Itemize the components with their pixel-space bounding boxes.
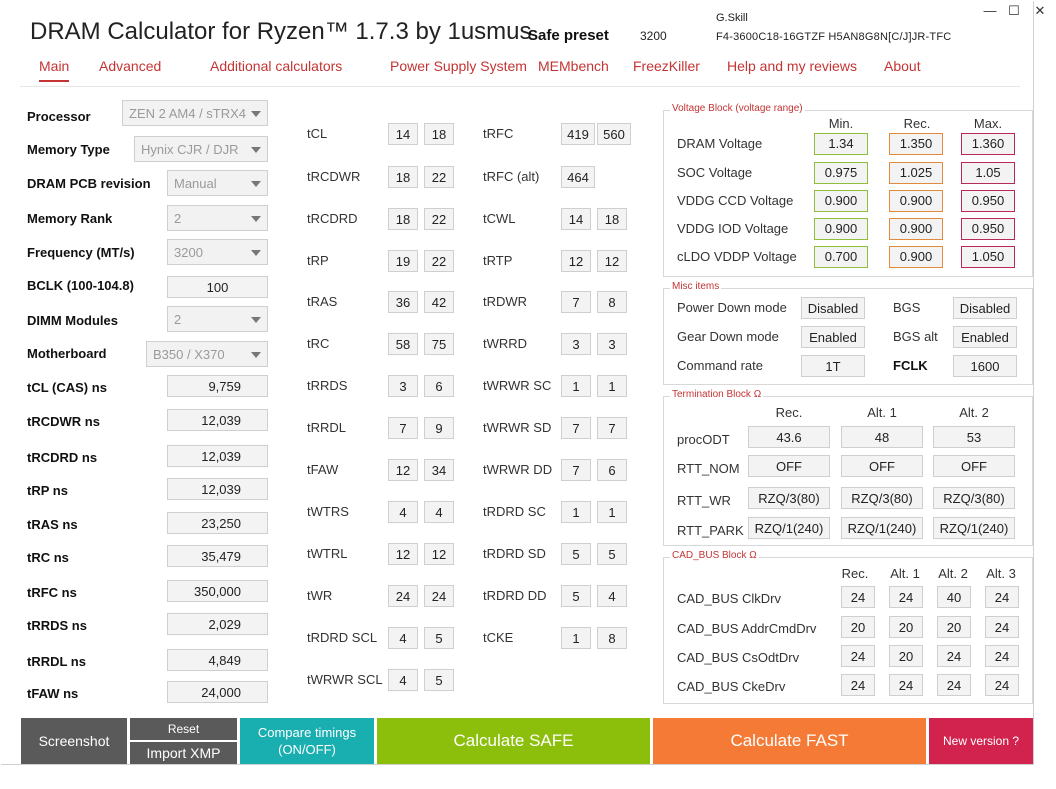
timing-value-a[interactable]: 1 <box>561 627 591 649</box>
chevron-down-icon <box>251 250 261 256</box>
ns-value[interactable]: 12,039 <box>167 445 268 467</box>
screenshot-button[interactable]: Screenshot <box>21 718 127 764</box>
voltage-rec[interactable]: 0.900 <box>889 218 943 240</box>
bgs-value[interactable]: Disabled <box>953 297 1017 319</box>
timing-value-b[interactable]: 8 <box>597 291 627 313</box>
timing-label: tRCDRD <box>307 211 358 226</box>
preset-value: 3200 <box>640 29 667 43</box>
chevron-down-icon <box>251 317 261 323</box>
tab-membench[interactable]: MEMbench <box>538 58 609 74</box>
timing-label: tRTP <box>483 253 513 268</box>
termination-value[interactable]: OFF <box>748 455 830 477</box>
calculate-safe-button[interactable]: Calculate SAFE <box>377 718 650 764</box>
voltage-min[interactable]: 0.900 <box>814 218 868 240</box>
ns-label: tFAW ns <box>27 686 79 701</box>
termination-value[interactable]: RZQ/1(240) <box>841 517 923 539</box>
voltage-max[interactable]: 1.05 <box>961 162 1015 184</box>
timing-value-b[interactable]: 6 <box>424 375 454 397</box>
import-xmp-button[interactable]: Import XMP <box>130 742 237 764</box>
voltage-header-rec: Rec. <box>903 116 931 131</box>
cadbus-value[interactable]: 24 <box>889 674 923 696</box>
chevron-down-icon <box>251 147 261 153</box>
timing-label: tWTRL <box>307 546 348 561</box>
cadbus-value[interactable]: 24 <box>841 674 875 696</box>
dimm-modules-select[interactable]: 2 <box>167 306 268 332</box>
timing-label: tRFC (alt) <box>483 169 540 184</box>
memory-type-select[interactable]: Hynix CJR / DJR <box>134 136 268 162</box>
termination-value[interactable]: OFF <box>841 455 923 477</box>
command-rate-label: Command rate <box>677 358 763 373</box>
ns-value[interactable]: 4,849 <box>167 649 268 671</box>
timing-value-b[interactable]: 560 <box>597 123 631 145</box>
termination-value[interactable]: RZQ/3(80) <box>841 487 923 509</box>
termination-label: RTT_WR <box>677 493 731 508</box>
fclk-label: FCLK <box>893 358 928 373</box>
voltage-label: VDDG CCD Voltage <box>677 193 794 208</box>
minimize-icon[interactable]: — <box>983 3 997 18</box>
timing-value-a[interactable]: 36 <box>388 291 418 313</box>
voltage-block-title: Voltage Block (voltage range) <box>672 103 803 114</box>
timing-value-b[interactable]: 9 <box>424 417 454 439</box>
cadbus-value[interactable]: 20 <box>841 616 875 638</box>
processor-select[interactable]: ZEN 2 AM4 / sTRX4 <box>122 100 268 126</box>
timing-value-a[interactable]: 12 <box>388 459 418 481</box>
gear-down-value[interactable]: Enabled <box>801 326 865 348</box>
tab-advanced[interactable]: Advanced <box>99 58 162 74</box>
termination-header-alt2: Alt. 2 <box>959 405 989 420</box>
chevron-down-icon <box>251 111 261 117</box>
nav-divider <box>20 86 1020 87</box>
fclk-value[interactable]: 1600 <box>953 355 1017 377</box>
timing-value-a[interactable]: 12 <box>388 543 418 565</box>
timing-label: tRDRD SCL <box>307 630 378 645</box>
voltage-min[interactable]: 1.34 <box>814 133 868 155</box>
timing-value-b[interactable]: 75 <box>424 333 454 355</box>
voltage-header-min: Min. <box>828 116 854 131</box>
processor-label: Processor <box>27 109 91 124</box>
ns-label: tRC ns <box>27 550 69 565</box>
timing-label: tRDRD SD <box>483 546 546 561</box>
ns-label: tRFC ns <box>27 585 77 600</box>
tab-additional-calculators[interactable]: Additional calculators <box>210 58 343 74</box>
termination-value[interactable]: RZQ/3(80) <box>933 487 1015 509</box>
cadbus-header-alt2: Alt. 2 <box>938 566 968 581</box>
cadbus-value[interactable]: 24 <box>937 674 971 696</box>
cadbus-value[interactable]: 24 <box>985 645 1019 667</box>
timing-value-b[interactable]: 5 <box>424 627 454 649</box>
misc-block-title: Misc items <box>672 281 720 292</box>
memory-part-number: F4-3600C18-16GTZF H5AN8G8N[C/J]JR-TFC <box>716 31 952 43</box>
timing-label: tFAW <box>307 462 339 477</box>
timing-label: tWRWR SD <box>483 420 552 435</box>
timing-value-a[interactable]: 24 <box>388 585 418 607</box>
maximize-icon[interactable]: ☐ <box>1008 3 1020 18</box>
ns-value[interactable]: 23,250 <box>167 512 268 534</box>
reset-button[interactable]: Reset <box>130 718 237 740</box>
bclk-input[interactable]: 100 <box>167 276 268 298</box>
memory-type-label: Memory Type <box>27 142 110 157</box>
timing-value-b[interactable]: 42 <box>424 291 454 313</box>
timing-label: tRRDL <box>307 420 347 435</box>
dimm-modules-label: DIMM Modules <box>27 313 118 328</box>
timing-value-a[interactable]: 1 <box>561 375 591 397</box>
voltage-header-max: Max. <box>973 116 1003 131</box>
frequency-select[interactable]: 3200 <box>167 239 268 265</box>
ns-label: tRP ns <box>27 483 68 498</box>
timing-value-a[interactable]: 7 <box>561 459 591 481</box>
termination-value[interactable]: 48 <box>841 426 923 448</box>
timing-value-a[interactable]: 5 <box>561 543 591 565</box>
ns-value[interactable]: 12,039 <box>167 409 268 431</box>
timing-value-a[interactable]: 19 <box>388 250 418 272</box>
ns-label: tRCDWR ns <box>27 414 100 429</box>
tab-help-reviews[interactable]: Help and my reviews <box>727 58 857 74</box>
timing-value-a[interactable]: 3 <box>561 333 591 355</box>
chevron-down-icon <box>251 352 261 358</box>
timing-label: tWRWR SCL <box>307 672 383 687</box>
timing-value-b[interactable]: 18 <box>597 208 627 230</box>
cadbus-value[interactable]: 24 <box>841 586 875 608</box>
cadbus-value[interactable]: 24 <box>985 674 1019 696</box>
timing-value-a[interactable]: 18 <box>388 208 418 230</box>
cadbus-value[interactable]: 20 <box>889 616 923 638</box>
tab-main[interactable]: Main <box>39 58 69 82</box>
timing-value-a[interactable]: 4 <box>388 669 418 691</box>
timing-label: tWRWR SC <box>483 378 552 393</box>
gear-down-label: Gear Down mode <box>677 329 779 344</box>
timing-value-a[interactable]: 419 <box>561 123 595 145</box>
app-title: DRAM Calculator for Ryzen™ 1.7.3 by 1usmus <box>30 18 532 45</box>
voltage-max[interactable]: 0.950 <box>961 218 1015 240</box>
timing-value-a[interactable]: 12 <box>561 250 591 272</box>
chevron-down-icon <box>251 181 261 187</box>
termination-block-title: Termination Block Ω <box>672 389 762 400</box>
cadbus-value[interactable]: 24 <box>937 645 971 667</box>
chevron-down-icon <box>251 216 261 222</box>
voltage-label: VDDG IOD Voltage <box>677 221 789 236</box>
cadbus-label: CAD_BUS AddrCmdDrv <box>677 621 817 636</box>
timing-value-a[interactable]: 14 <box>388 123 418 145</box>
ns-label: tRCDRD ns <box>27 450 98 465</box>
timing-value-a[interactable]: 464 <box>561 166 595 188</box>
timing-value-b[interactable]: 18 <box>424 123 454 145</box>
timing-value-b[interactable]: 12 <box>424 543 454 565</box>
cadbus-header-alt3: Alt. 3 <box>986 566 1016 581</box>
bgs-label: BGS <box>893 300 921 315</box>
timing-value-b[interactable]: 22 <box>424 250 454 272</box>
termination-value[interactable]: RZQ/1(240) <box>933 517 1015 539</box>
preset-label: Safe preset <box>528 27 609 44</box>
timing-value-a[interactable]: 18 <box>388 166 418 188</box>
termination-value[interactable]: 43.6 <box>748 426 830 448</box>
termination-label: RTT_PARK <box>677 523 744 538</box>
timing-label: tWRRD <box>483 336 528 351</box>
timing-value-b[interactable]: 4 <box>424 501 454 523</box>
timing-value-b[interactable]: 6 <box>597 459 627 481</box>
cadbus-label: CAD_BUS CsOdtDrv <box>677 650 800 665</box>
timing-label: tRP <box>307 253 329 268</box>
timing-label: tWRWR DD <box>483 462 553 477</box>
ns-value[interactable]: 2,029 <box>167 613 268 635</box>
pcb-revision-label: DRAM PCB revision <box>27 176 151 191</box>
new-version-button[interactable]: New version ? <box>929 718 1033 764</box>
motherboard-select[interactable]: B350 / X370 <box>146 341 268 367</box>
pcb-revision-select[interactable]: Manual <box>167 170 268 196</box>
timing-value-b[interactable]: 8 <box>597 627 627 649</box>
timing-label: tRDRD DD <box>483 588 547 603</box>
timing-label: tWTRS <box>307 504 349 519</box>
close-icon[interactable]: ✕ <box>1034 3 1046 18</box>
memory-rank-select[interactable]: 2 <box>167 205 268 231</box>
bgs-alt-value[interactable]: Enabled <box>953 326 1017 348</box>
cadbus-value[interactable]: 20 <box>937 616 971 638</box>
timing-label: tWR <box>307 588 333 603</box>
timing-value-b[interactable]: 34 <box>424 459 454 481</box>
ns-label: tRAS ns <box>27 517 78 532</box>
ns-value[interactable]: 24,000 <box>167 681 268 703</box>
timing-label: tRC <box>307 336 330 351</box>
compare-timings-button[interactable] <box>240 718 374 764</box>
timing-value-a[interactable]: 1 <box>561 501 591 523</box>
timing-label: tRAS <box>307 294 338 309</box>
compare-timings-toggle-label: (ON/OFF) <box>278 742 336 757</box>
timing-value-b[interactable]: 24 <box>424 585 454 607</box>
ns-value[interactable]: 12,039 <box>167 478 268 500</box>
ns-label: tRRDL ns <box>27 654 86 669</box>
ns-value[interactable]: 350,000 <box>167 580 268 602</box>
memory-rank-label: Memory Rank <box>27 211 113 226</box>
termination-value[interactable]: RZQ/3(80) <box>748 487 830 509</box>
voltage-rec[interactable]: 1.025 <box>889 162 943 184</box>
voltage-rec[interactable]: 0.900 <box>889 246 943 268</box>
timing-value-a[interactable]: 4 <box>388 501 418 523</box>
timing-value-b[interactable]: 3 <box>597 333 627 355</box>
cadbus-value[interactable]: 24 <box>985 616 1019 638</box>
voltage-max[interactable]: 0.950 <box>961 190 1015 212</box>
voltage-min[interactable]: 0.900 <box>814 190 868 212</box>
tab-about[interactable]: About <box>884 58 921 74</box>
cadbus-block-title: CAD_BUS Block Ω <box>672 550 757 561</box>
timing-value-a[interactable]: 4 <box>388 627 418 649</box>
power-down-value[interactable]: Disabled <box>801 297 865 319</box>
termination-label: procODT <box>677 432 730 447</box>
cadbus-header-alt1: Alt. 1 <box>890 566 920 581</box>
voltage-label: DRAM Voltage <box>677 136 763 151</box>
ns-label: tCL (CAS) ns <box>27 380 107 395</box>
voltage-min[interactable]: 0.975 <box>814 162 868 184</box>
timing-value-a[interactable]: 58 <box>388 333 418 355</box>
compare-timings-label: Compare timings <box>257 725 357 740</box>
cadbus-header-rec: Rec. <box>841 566 869 581</box>
timing-value-b[interactable]: 7 <box>597 417 627 439</box>
timing-value-a[interactable]: 7 <box>561 291 591 313</box>
bgs-alt-label: BGS alt <box>893 329 938 344</box>
ns-value[interactable]: 9,759 <box>167 375 268 397</box>
power-down-label: Power Down mode <box>677 300 787 315</box>
tab-freezkiller[interactable]: FreezKiller <box>633 58 700 74</box>
memory-brand: G.Skill <box>716 12 748 24</box>
bclk-label: BCLK (100-104.8) <box>27 278 134 293</box>
frequency-label: Frequency (MT/s) <box>27 245 135 260</box>
timing-label: tRRDS <box>307 378 348 393</box>
cadbus-value[interactable]: 20 <box>889 645 923 667</box>
timing-label: tRDRD SC <box>483 504 546 519</box>
cadbus-value[interactable]: 24 <box>985 586 1019 608</box>
voltage-label: SOC Voltage <box>677 165 753 180</box>
motherboard-label: Motherboard <box>27 346 107 361</box>
timing-value-b[interactable]: 5 <box>597 543 627 565</box>
timing-value-a[interactable]: 7 <box>561 417 591 439</box>
timing-label: tCKE <box>483 630 514 645</box>
termination-header-alt1: Alt. 1 <box>867 405 897 420</box>
cadbus-label: CAD_BUS CkeDrv <box>677 679 786 694</box>
timing-value-a[interactable]: 5 <box>561 585 591 607</box>
ns-label: tRRDS ns <box>27 618 87 633</box>
timing-value-b[interactable]: 1 <box>597 375 627 397</box>
timing-label: tCWL <box>483 211 516 226</box>
cadbus-label: CAD_BUS ClkDrv <box>677 591 782 606</box>
voltage-rec[interactable]: 0.900 <box>889 190 943 212</box>
timing-value-b[interactable]: 22 <box>424 208 454 230</box>
termination-value[interactable]: OFF <box>933 455 1015 477</box>
timing-value-a[interactable]: 7 <box>388 417 418 439</box>
calculate-fast-button[interactable]: Calculate FAST <box>653 718 926 764</box>
timing-label: tRDWR <box>483 294 528 309</box>
voltage-max[interactable]: 1.360 <box>961 133 1015 155</box>
timing-label: tRCDWR <box>307 169 361 184</box>
timing-value-b[interactable]: 22 <box>424 166 454 188</box>
timing-value-a[interactable]: 3 <box>388 375 418 397</box>
timing-label: tCL <box>307 126 328 141</box>
termination-label: RTT_NOM <box>677 461 740 476</box>
timing-value-b[interactable]: 5 <box>424 669 454 691</box>
termination-value[interactable]: RZQ/1(240) <box>748 517 830 539</box>
cadbus-value[interactable]: 24 <box>889 586 923 608</box>
timing-value-b[interactable]: 1 <box>597 501 627 523</box>
cadbus-value[interactable]: 24 <box>841 645 875 667</box>
voltage-min[interactable]: 0.700 <box>814 246 868 268</box>
nav-bar <box>20 56 1032 84</box>
voltage-label: cLDO VDDP Voltage <box>677 249 797 264</box>
ns-value[interactable]: 35,479 <box>167 545 268 567</box>
tab-power-supply-system[interactable]: Power Supply System <box>390 58 527 74</box>
timing-value-a[interactable]: 14 <box>561 208 591 230</box>
termination-header-rec: Rec. <box>775 405 803 420</box>
command-rate-value[interactable]: 1T <box>801 355 865 377</box>
termination-value[interactable]: 53 <box>933 426 1015 448</box>
timing-label: tRFC <box>483 126 514 141</box>
cadbus-value[interactable]: 40 <box>937 586 971 608</box>
voltage-max[interactable]: 1.050 <box>961 246 1015 268</box>
voltage-rec[interactable]: 1.350 <box>889 133 943 155</box>
timing-value-b[interactable]: 4 <box>597 585 627 607</box>
timing-value-b[interactable]: 12 <box>597 250 627 272</box>
